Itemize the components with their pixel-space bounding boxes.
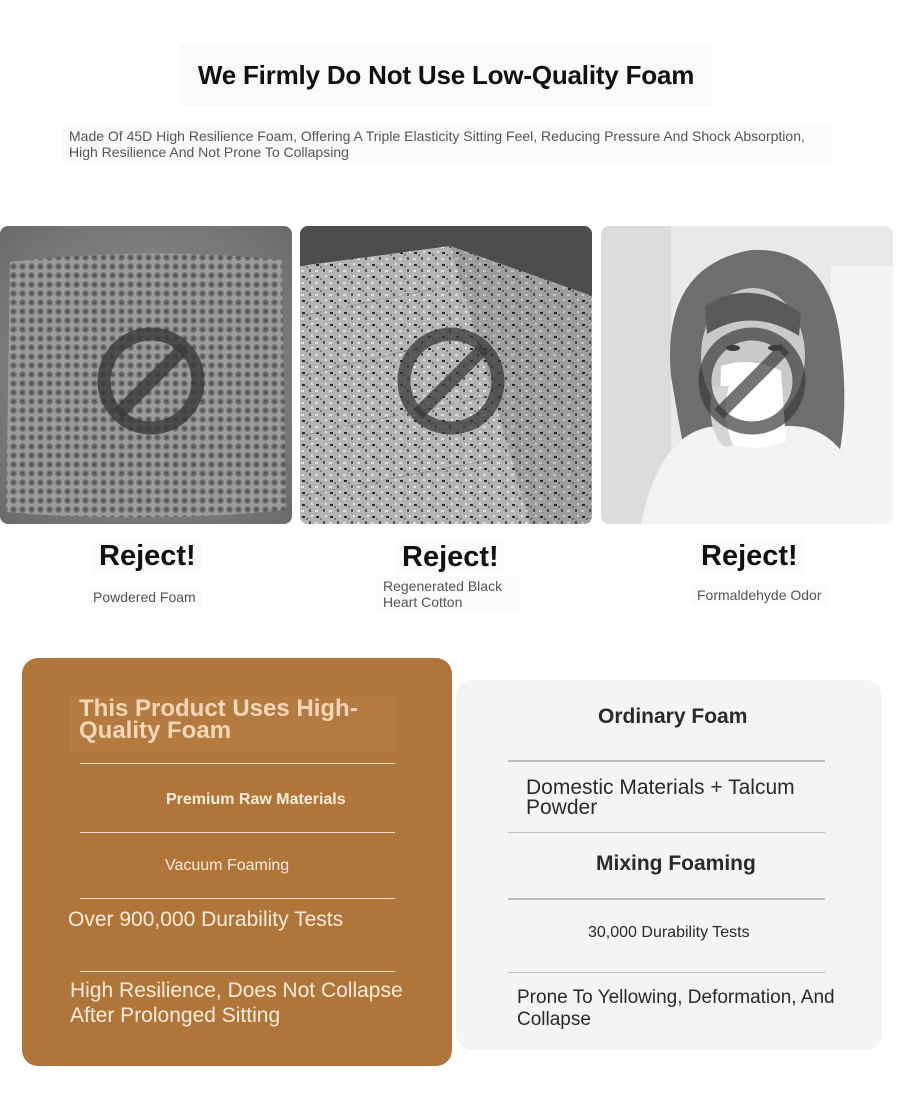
ordinary-item: Prone To Yellowing, Deformation, And Collapse	[517, 987, 835, 1030]
ordinary-item: Domestic Materials + Talcum Powder	[526, 776, 795, 819]
page-subtitle: Made Of 45D High Resilience Foam, Offering A Triple Elasticity Sitting Feel, Reducing Pressure And Shock Absorption, High Resilience And Not Prone To Collapsing	[62, 124, 832, 164]
quality-item: High Resilience, Does Not Collapse After Prolonged Sitting	[70, 979, 403, 1027]
divider	[80, 898, 395, 899]
quality-card-title: This Product Uses High-Quality Foam	[70, 696, 396, 752]
reject-caption: Formaldehyde Odor	[691, 585, 828, 605]
quality-item: Over 900,000 Durability Tests	[68, 908, 344, 931]
reject-heading: Reject!	[695, 540, 804, 573]
powdered-foam-image	[0, 226, 292, 524]
prohibited-icon	[396, 326, 506, 436]
ordinary-card-title: Ordinary Foam	[598, 705, 748, 728]
reject-caption: Powdered Foam	[87, 587, 202, 607]
divider	[508, 972, 825, 973]
divider	[80, 832, 395, 833]
formaldehyde-odor-image	[601, 226, 893, 524]
quality-item: Premium Raw Materials	[166, 791, 346, 808]
divider	[508, 898, 825, 900]
reject-heading: Reject!	[396, 541, 505, 574]
reject-caption: Regenerated Black Heart Cotton	[377, 576, 521, 612]
prohibited-icon	[697, 326, 807, 436]
divider	[80, 971, 395, 972]
ordinary-item: Mixing Foaming	[596, 852, 756, 875]
page-title: We Firmly Do Not Use Low-Quality Foam	[197, 59, 695, 90]
title-banner	[180, 44, 712, 106]
prohibited-icon	[96, 326, 206, 436]
reject-heading: Reject!	[93, 540, 202, 573]
divider	[508, 760, 825, 762]
ordinary-item: 30,000 Durability Tests	[588, 924, 750, 941]
divider	[80, 763, 395, 764]
quality-item: Vacuum Foaming	[165, 857, 290, 874]
divider	[508, 832, 825, 833]
regenerated-cotton-image	[300, 226, 592, 524]
